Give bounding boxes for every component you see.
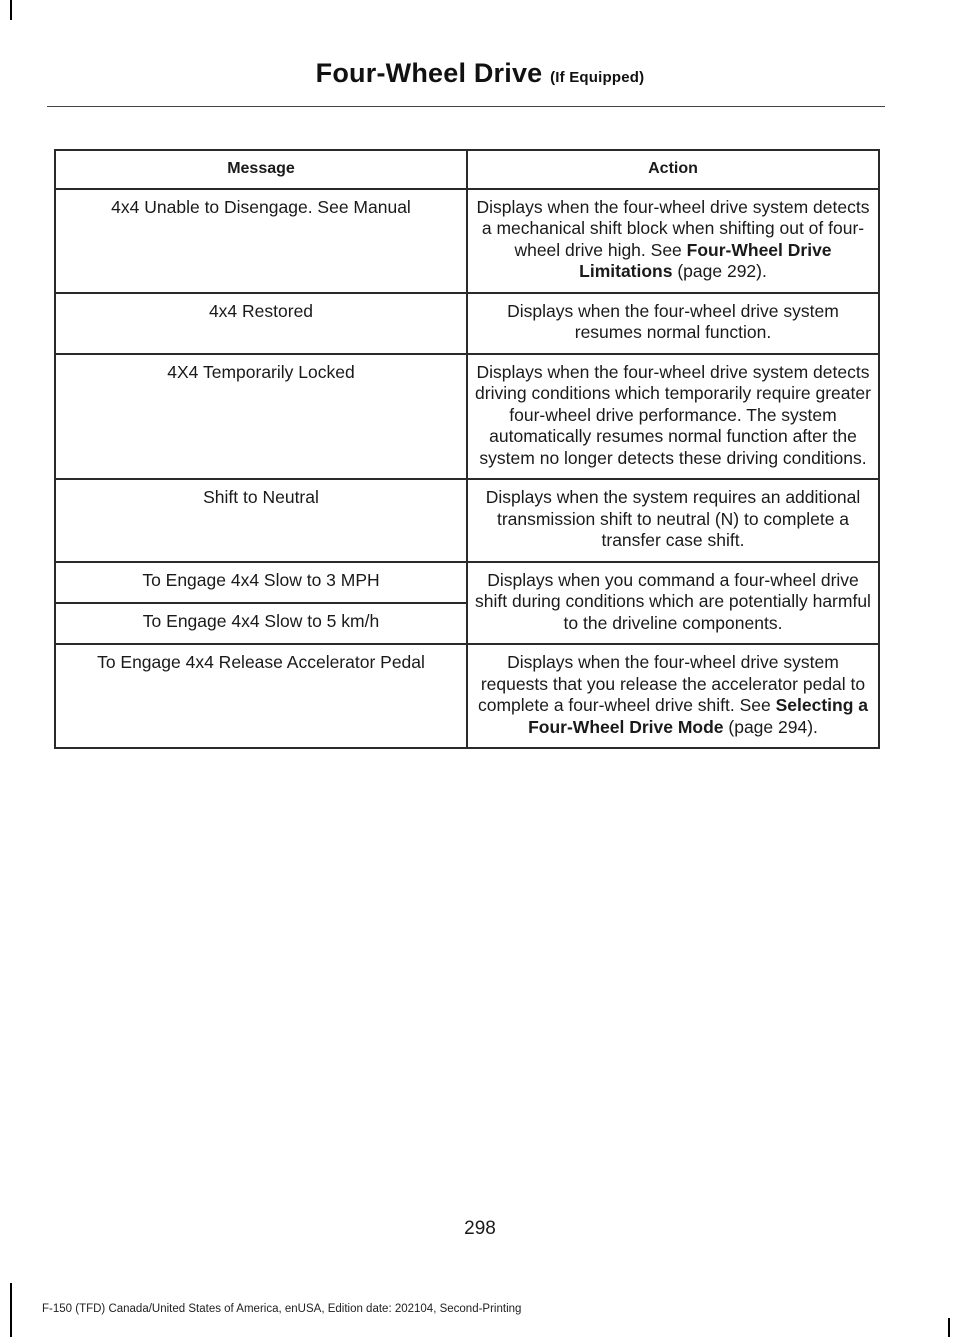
action-cell [467, 189, 879, 293]
action-cell: Displays when the four-wheel drive system resumes normal function. [467, 293, 879, 354]
message-table [54, 149, 880, 749]
table-row [55, 293, 879, 354]
message-cell: To Engage 4x4 Slow to 3 MPH [55, 562, 467, 603]
page-number: 298 [464, 1218, 496, 1239]
action-text: Displays when the four-wheel drive system detects a mechanical shift block when shifting out of four-wheel drive high. See [476, 196, 870, 260]
cross-reference-link[interactable]: Four-Wheel Drive Limitations [579, 239, 832, 281]
column-header-action: Action [467, 150, 879, 189]
action-cell: Displays when you command a four-wheel drive shift during conditions which are potentially harmful to the driveline components. [467, 562, 879, 645]
crop-mark-top-left [10, 0, 12, 20]
message-cell: To Engage 4x4 Release Accelerator Pedal [55, 644, 467, 748]
table-row [55, 562, 879, 603]
action-text: Displays when the four-wheel drive system requests that you release the accelerator pedal to complete a four-wheel drive shift. See [477, 652, 866, 715]
table-row [55, 354, 879, 480]
action-cell: Displays when the four-wheel drive system detects driving conditions which temporarily require greater four-wheel drive performance. The system automatically resumes normal function after the system no longer detects these driving conditions. [467, 354, 879, 480]
message-cell: Shift to Neutral [55, 479, 467, 562]
crop-mark-bottom-left [10, 1283, 12, 1337]
table-row [55, 644, 879, 748]
action-cell [467, 644, 879, 748]
table-header-row [55, 150, 879, 189]
column-header-message: Message [55, 150, 467, 189]
footer-edition-info: F-150 (TFD) Canada/United States of America, enUSA, Edition date: 202104, Second-Printing [42, 1303, 522, 1315]
page-title [0, 58, 960, 89]
page-title-main: Four-Wheel Drive [315, 58, 543, 88]
page-title-subtitle: (If Equipped) [550, 69, 645, 86]
table-row [55, 479, 879, 562]
message-cell: 4x4 Unable to Disengage. See Manual [55, 189, 467, 293]
header-divider [47, 106, 885, 107]
cross-reference-link[interactable]: Selecting a Four-Wheel Drive Mode [528, 695, 869, 737]
message-cell: 4x4 Restored [55, 293, 467, 354]
action-cell: Displays when the system requires an additional transmission shift to neutral (N) to complete a transfer case shift. [467, 479, 879, 562]
message-cell: To Engage 4x4 Slow to 5 km/h [55, 603, 467, 644]
crop-mark-bottom-right [948, 1318, 950, 1337]
page-reference: (page 294). [723, 716, 818, 737]
page-reference: (page 292). [672, 261, 767, 281]
message-cell: 4X4 Temporarily Locked [55, 354, 467, 480]
table-row [55, 189, 879, 293]
